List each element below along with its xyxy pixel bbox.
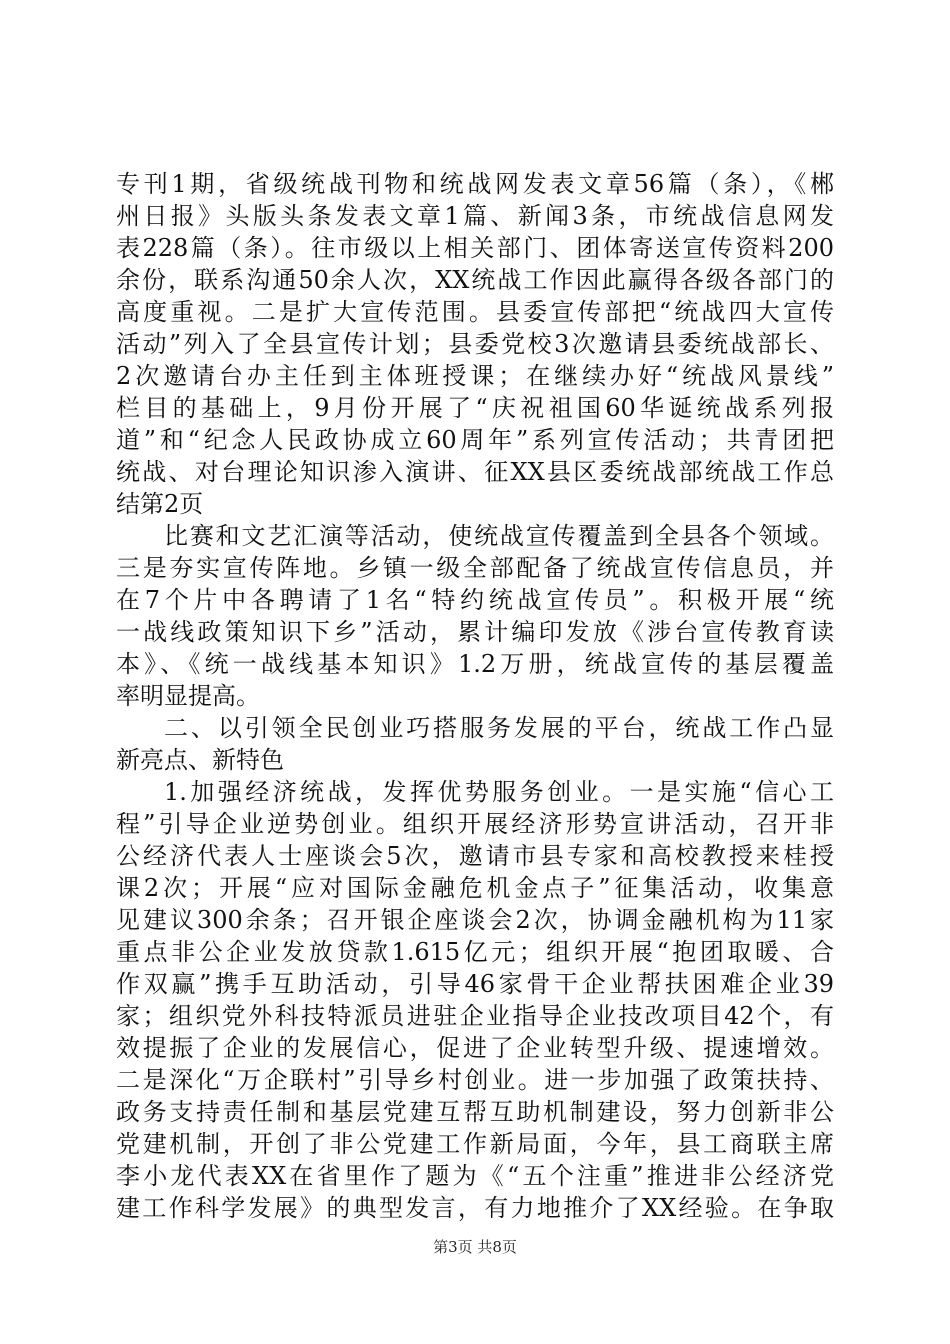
text-line: 家；组织党外科技特派员进驻企业指导企业技改项目42个，有 [116, 1002, 834, 1030]
section-heading-line: 二、以引领全民创业巧搭服务发展的平台，统战工作凸显 [164, 714, 834, 742]
text-line: 栏目的基础上，9月份开展了“庆祝祖国60华诞统战系列报 [116, 394, 834, 422]
text-line: 州日报》头版头条发表文章1篇、新闻3条，市统战信息网发 [116, 202, 834, 230]
paragraph-start-line: 1.加强经济统战，发挥优势服务创业。一是实施“信心工 [164, 778, 834, 806]
section-heading-line: 新亮点、新特色 [116, 746, 284, 774]
text-line: 政务支持责任制和基层党建互帮互助机制建设，努力创新非公 [116, 1098, 834, 1126]
text-line: 效提振了企业的发展信心，促进了企业转型升级、提速增效。 [116, 1034, 834, 1062]
text-line: 统战、对台理论知识渗入演讲、征XX县区委统战部统战工作总 [116, 458, 834, 486]
document-body [116, 168, 834, 1224]
text-line: 重点非公企业发放贷款1.615亿元；组织开展“抱团取暖、合 [116, 938, 834, 966]
text-line: 党建机制，开创了非公党建工作新局面，今年，县工商联主席 [116, 1130, 834, 1158]
text-line: 公经济代表人士座谈会5次，邀请市县专家和高校教授来桂授 [116, 842, 834, 870]
text-line: 活动”列入了全县宣传计划；县委党校3次邀请县委统战部长、 [116, 330, 834, 358]
paragraph-start-line: 比赛和文艺汇演等活动，使统战宣传覆盖到全县各个领域。 [164, 522, 834, 550]
text-line: 2次邀请台办主任到主体班授课；在继续办好“统战风景线” [116, 362, 834, 390]
text-line: 三是夯实宣传阵地。乡镇一级全部配备了统战宣传信息员，并 [116, 554, 834, 582]
text-line: 道”和“纪念人民政协成立60周年”系列宣传活动；共青团把 [116, 426, 834, 454]
text-line: 课2次；开展“应对国际金融危机金点子”征集活动，收集意 [116, 874, 834, 902]
text-line: 建工作科学发展》的典型发言，有力地推介了XX经验。在争取 [116, 1194, 834, 1222]
text-line: 李小龙代表XX在省里作了题为《“五个注重”推进非公经济党 [116, 1162, 834, 1190]
text-line: 高度重视。二是扩大宣传范围。县委宣传部把“统战四大宣传 [116, 298, 834, 326]
text-line: 二是深化“万企联村”引导乡村创业。进一步加强了政策扶持、 [116, 1066, 834, 1094]
page-number-footer: 第3页 共8页 [433, 1238, 517, 1256]
text-line: 结第2页 [116, 490, 204, 518]
text-line: 作双赢”携手互助活动，引导46家骨干企业帮扶困难企业39 [116, 970, 834, 998]
text-line: 见建议300余条；召开银企座谈会2次，协调金融机构为11家 [116, 906, 834, 934]
text-line: 一战线政策知识下乡”活动，累计编印发放《涉台宣传教育读 [116, 618, 834, 646]
text-line: 率明显提高。 [116, 682, 260, 710]
text-line: 专刊1期，省级统战刊物和统战网发表文章56篇（条），《郴 [116, 170, 834, 198]
text-line: 在7个片中各聘请了1名“特约统战宣传员”。积极开展“统 [116, 586, 834, 614]
text-line: 余份，联系沟通50余人次，XX统战工作因此赢得各级各部门的 [116, 266, 834, 294]
text-line: 本》、《统一战线基本知识》1.2万册，统战宣传的基层覆盖 [116, 650, 834, 678]
text-line: 表228篇（条）。往市级以上相关部门、团体寄送宣传资料200 [116, 234, 834, 262]
text-line: 程”引导企业逆势创业。组织开展经济形势宣讲活动，召开非 [116, 810, 834, 838]
